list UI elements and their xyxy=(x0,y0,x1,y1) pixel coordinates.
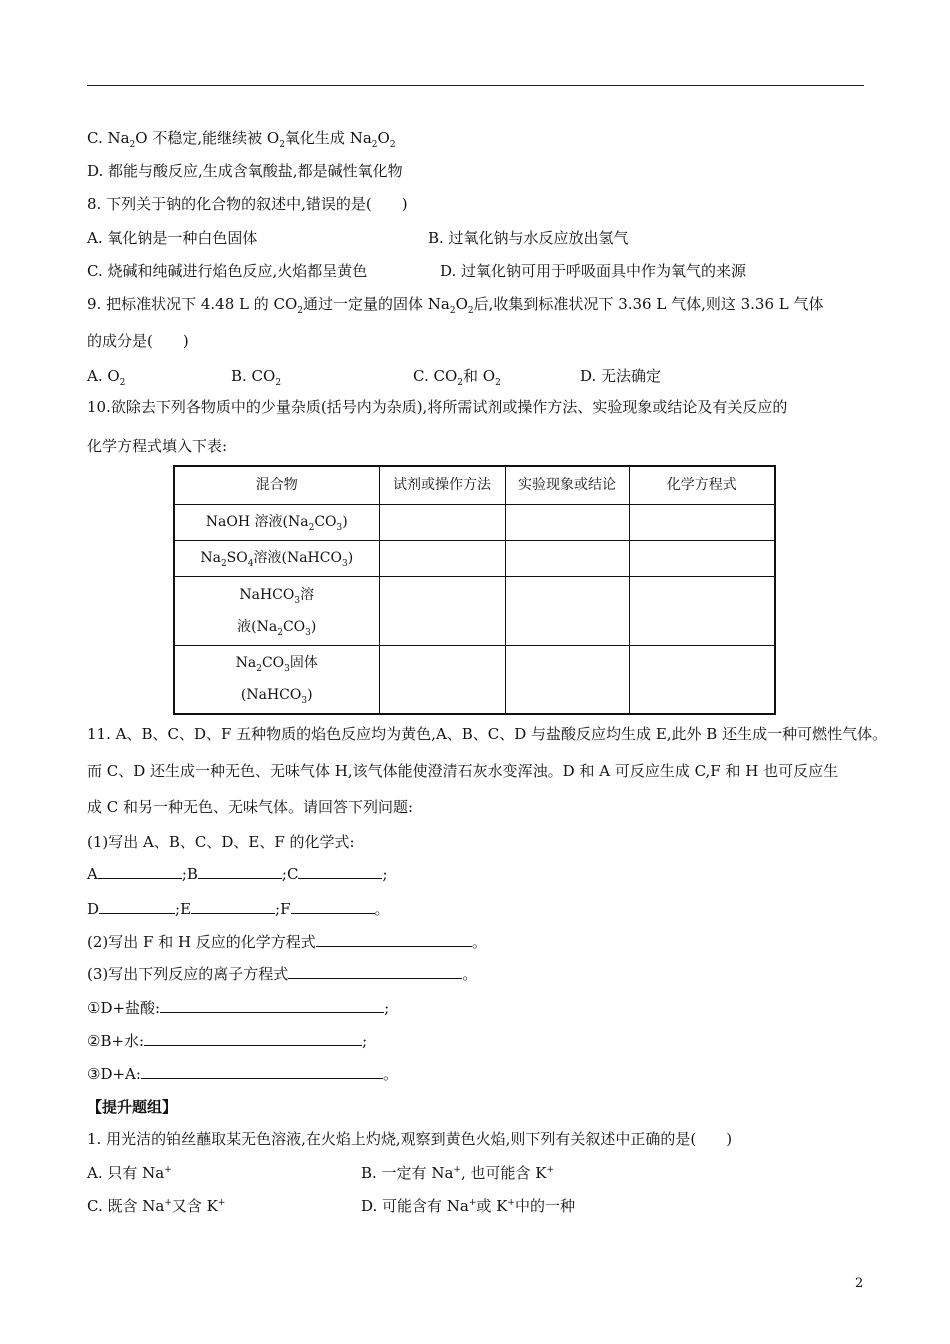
answer-line-abc: A ;B ;C ; xyxy=(87,865,388,883)
table-row xyxy=(174,645,775,714)
answer-line-def: D ;E ;F 。 xyxy=(87,900,390,918)
blank-f[interactable] xyxy=(291,899,375,914)
t1-option-b: B. 一定有 Na+, 也可能含 K+ xyxy=(361,1164,555,1182)
table-cell: $Na_2CO_3$固体 (NaHCO$_3$) xyxy=(174,645,379,714)
t1-option-c: C. 既含 Na+又含 K+ xyxy=(87,1197,226,1215)
q8-stem: 8. 下列关于钠的化合物的叙述中,错误的是( ) xyxy=(87,195,408,213)
blank-d[interactable] xyxy=(99,899,175,914)
option-d-prev: D. 都能与酸反应,生成含氧酸盐,都是碱性氧化物 xyxy=(87,162,403,180)
table-cell xyxy=(379,540,505,576)
blank-f-h-equation[interactable] xyxy=(316,932,472,947)
blank-reaction-1[interactable] xyxy=(160,998,384,1013)
reaction-3: ③D+A: 。 xyxy=(87,1065,398,1083)
impurity-table xyxy=(173,465,776,715)
t1-option-d: D. 可能含有 Na+或 K+中的一种 xyxy=(361,1197,575,1215)
q10-stem: 10.欲除去下列各物质中的少量杂质(括号内为杂质),将所需试剂或操作方法、实验现象或结论及有关反应的 xyxy=(87,398,788,416)
table-header: 实验现象或结论 xyxy=(505,466,629,504)
table-row xyxy=(174,540,775,576)
table-cell: NaOH 溶液$(Na_2CO_3)$ xyxy=(174,504,379,540)
table-header: 混合物 xyxy=(174,466,379,504)
table-cell xyxy=(629,504,775,540)
section-heading: 【提升题组】 xyxy=(87,1098,178,1116)
blank-reaction-2[interactable] xyxy=(144,1031,362,1046)
q8-option-d: D. 过氧化钠可用于呼吸面具中作为氧气的来源 xyxy=(440,262,747,280)
table-cell xyxy=(629,645,775,714)
table-cell xyxy=(379,645,505,714)
q9-option-b: B. $CO_2$ xyxy=(231,367,282,388)
table-cell xyxy=(505,645,629,714)
reaction-1: ①D+盐酸: ; xyxy=(87,999,390,1017)
q10-stem-cont: 化学方程式填入下表: xyxy=(87,437,228,455)
blank-ionic-equations[interactable] xyxy=(288,964,462,979)
table-cell xyxy=(379,576,505,645)
blank-reaction-3[interactable] xyxy=(141,1064,383,1079)
q11-stem-cont: 而 C、D 还生成一种无色、无味气体 H,该气体能使澄清石灰水变浑浊。D 和 A 可反应生成 C,F 和 H 也可反应生 xyxy=(87,762,839,780)
blank-c[interactable] xyxy=(298,864,382,879)
q9-stem-cont: 的成分是( ) xyxy=(87,332,189,350)
table-cell xyxy=(505,576,629,645)
table-cell xyxy=(505,504,629,540)
table-header-row xyxy=(174,466,775,504)
t1-stem: 1. 用光洁的铂丝蘸取某无色溶液,在火焰上灼烧,观察到黄色火焰,则下列有关叙述中正确的是( ) xyxy=(87,1130,733,1148)
table-cell xyxy=(379,504,505,540)
q11-stem-cont2: 成 C 和另一种无色、无味气体。请回答下列问题: xyxy=(87,798,414,816)
table-cell: $Na_2SO_4$溶液(NaHCO$_3$) xyxy=(174,540,379,576)
table-cell: NaHCO$_3$溶 液$(Na_2CO_3)$ xyxy=(174,576,379,645)
table-header: 化学方程式 xyxy=(629,466,775,504)
page-number: 2 xyxy=(855,1276,864,1291)
q9-option-d: D. 无法确定 xyxy=(580,367,662,385)
q11-part3: (3)写出下列反应的离子方程式 。 xyxy=(87,965,478,983)
table-row xyxy=(174,576,775,645)
q11-part2: (2)写出 F 和 H 反应的化学方程式 。 xyxy=(87,933,487,951)
blank-a[interactable] xyxy=(98,864,182,879)
reaction-2: ②B+水: ; xyxy=(87,1032,368,1050)
blank-e[interactable] xyxy=(191,899,275,914)
q9-option-a: A. $O_2$ xyxy=(87,367,126,388)
q8-option-c: C. 烧碱和纯碱进行焰色反应,火焰都呈黄色 xyxy=(87,262,368,280)
table-cell xyxy=(505,540,629,576)
table-cell xyxy=(629,576,775,645)
q9-stem: 9. 把标准状况下 4.48 L 的 $CO_2$通过一定量的固体 $Na_2O_2$后,收集到标准状况下 3.36 L 气体,则这 3.36 L 气体 xyxy=(87,295,824,316)
q8-option-b: B. 过氧化钠与水反应放出氢气 xyxy=(428,229,629,247)
q11-part1: (1)写出 A、B、C、D、E、F 的化学式: xyxy=(87,833,355,851)
t1-option-a: A. 只有 Na+ xyxy=(87,1164,172,1182)
option-c-prev: C. $Na_2O$ 不稳定,能继续被 $O_2$氧化生成 $Na_2O_2$ xyxy=(87,129,396,150)
q11-stem: 11. A、B、C、D、F 五种物质的焰色反应均为黄色,A、B、C、D 与盐酸反应均生成 E,此外 B 还生成一种可燃性气体。 xyxy=(87,725,888,743)
header-rule xyxy=(87,85,864,86)
table-header: 试剂或操作方法 xyxy=(379,466,505,504)
q8-option-a: A. 氧化钠是一种白色固体 xyxy=(87,229,258,247)
table-row xyxy=(174,504,775,540)
table-cell xyxy=(629,540,775,576)
blank-b[interactable] xyxy=(198,864,282,879)
q9-option-c: C. $CO_2$和 $O_2$ xyxy=(413,367,501,388)
